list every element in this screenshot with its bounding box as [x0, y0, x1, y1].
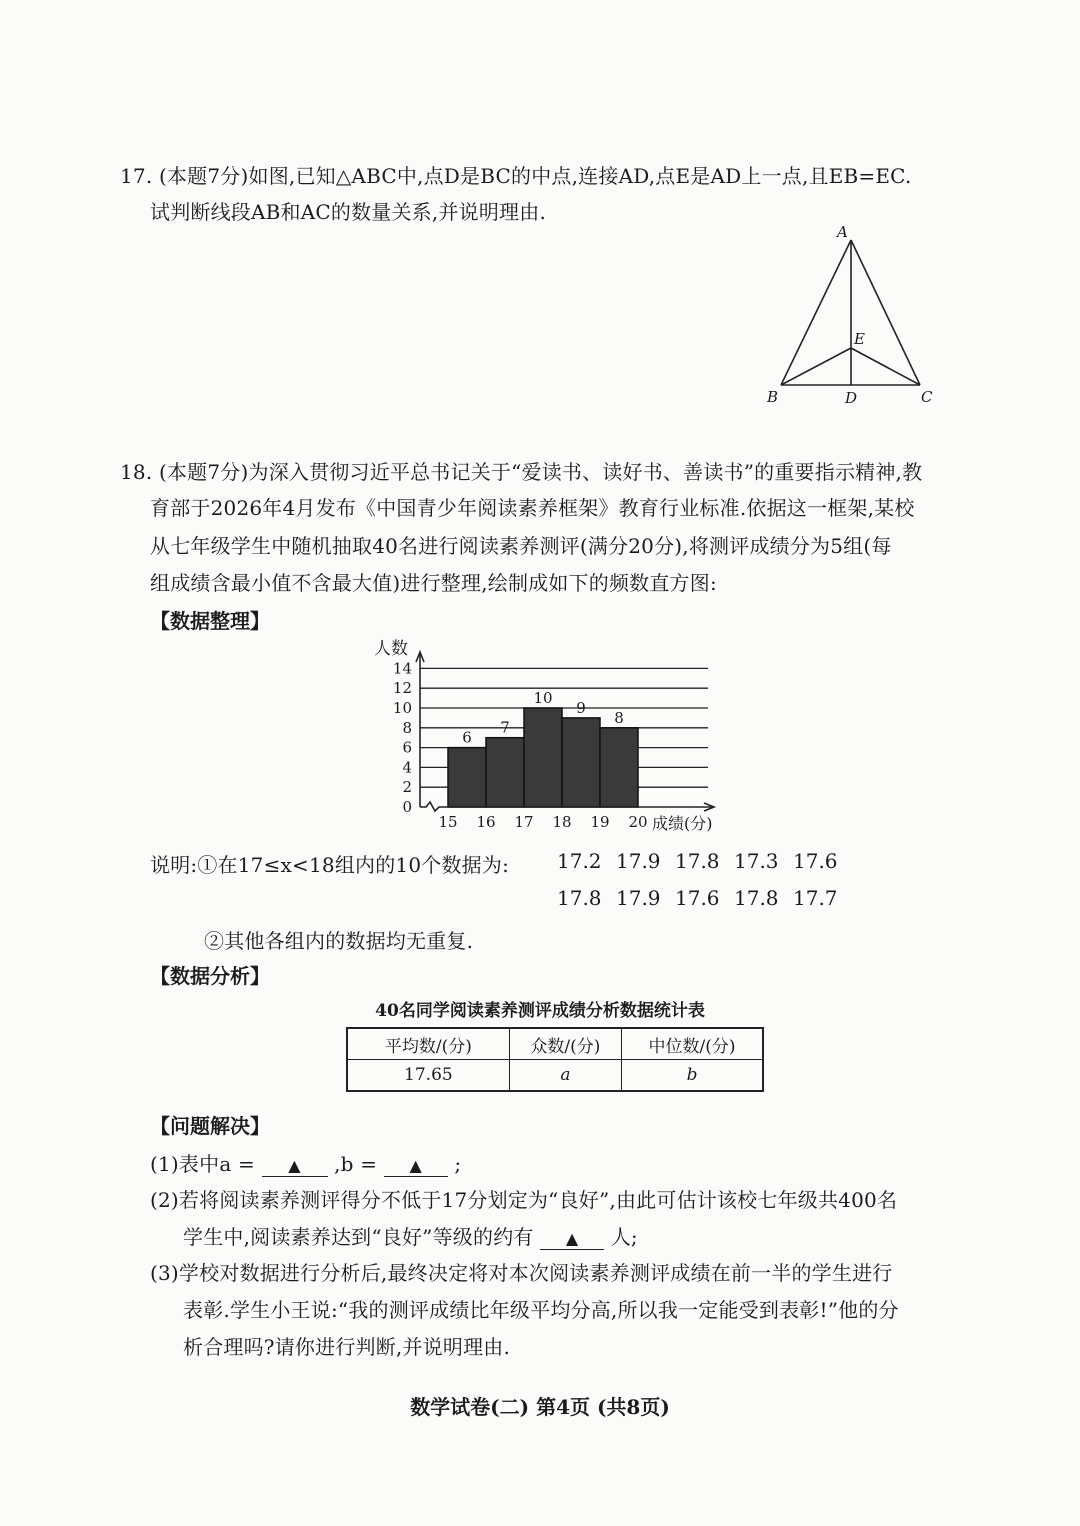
y-axis-label: 人数	[374, 639, 408, 659]
q17-line-2: 试判断线段AB和AC的数量关系,并说明理由.	[150, 200, 547, 224]
segment-ac	[851, 240, 920, 385]
y-tick-label: 12	[392, 679, 412, 698]
histogram-bar	[562, 718, 600, 807]
table-cell-mean: 17.65	[347, 1060, 509, 1092]
table-row	[347, 1060, 763, 1092]
data-value: 17.3	[734, 849, 779, 873]
data-value: 17.2	[557, 849, 602, 873]
section-problem-solve: 【问题解决】	[150, 1114, 270, 1138]
data-value: 17.9	[616, 849, 661, 873]
q18-line-4: 组成绩含最小值不含最大值)进行整理,绘制成如下的频数直方图:	[150, 571, 717, 595]
x-axis-label: 成绩(分)	[652, 814, 713, 833]
note-2: ②其他各组内的数据均无重复.	[204, 929, 474, 953]
table-header-median: 中位数/(分)	[622, 1028, 763, 1060]
histogram-bar	[600, 728, 638, 807]
y-tick-label: 2	[402, 778, 412, 797]
part-3-line-1: (3)学校对数据进行分析后,最终决定将对本次阅读素养测评成绩在前一半的学生进行	[150, 1261, 893, 1285]
y-tick-label: 14	[392, 659, 412, 678]
data-value: 17.8	[675, 849, 720, 873]
bar-value-label: 8	[614, 708, 624, 727]
table-header-mode: 众数/(分)	[509, 1028, 621, 1060]
table-header-mean: 平均数/(分)	[347, 1028, 509, 1060]
bar-value-label: 6	[462, 728, 472, 747]
histogram-bar	[448, 748, 486, 807]
q18-line-1: 18. (本题7分)为深入贯彻习近平总书记关于“爱读书、读好书、善读书”的重要指示精神,教	[120, 460, 923, 484]
table-cell-median: b	[622, 1060, 763, 1092]
label-a: A	[837, 223, 848, 241]
page-footer: 数学试卷(二) 第4页 (共8页)	[410, 1395, 670, 1419]
part-1	[150, 1148, 461, 1177]
bar-value-label: 7	[500, 718, 510, 737]
y-tick-label: 6	[402, 738, 412, 757]
part-2-text: 学生中,阅读素养达到“良好”等级的约有	[183, 1225, 534, 1249]
frequency-histogram	[360, 632, 740, 837]
part-2-line-1: (2)若将阅读素养测评得分不低于17分划定为“良好”,由此可估计该校七年级共400名	[150, 1188, 898, 1212]
answer-blank-b[interactable]: ▲	[384, 1156, 448, 1177]
part-2-line-2	[183, 1221, 638, 1250]
label-b: B	[767, 388, 779, 406]
part-3-line-3: 析合理吗?请你进行判断,并说明理由.	[183, 1335, 511, 1359]
x-tick-label: 17	[514, 813, 534, 831]
answer-blank-count[interactable]: ▲	[540, 1229, 604, 1250]
x-tick-label: 18	[552, 813, 572, 831]
table-header-row	[347, 1028, 763, 1060]
y-tick-label: 10	[392, 699, 412, 717]
data-value: 17.8	[734, 886, 779, 910]
data-value: 17.7	[793, 886, 838, 910]
section-data-organize: 【数据整理】	[150, 609, 270, 633]
q18-line-2: 育部于2026年4月发布《中国青少年阅读素养框架》教育行业标准.依据这一框架,某校	[150, 496, 915, 520]
y-tick-label: 8	[402, 718, 412, 737]
stats-table	[346, 1027, 764, 1092]
q18-line-3: 从七年级学生中随机抽取40名进行阅读素养测评(满分20分),将测评成绩分为5组(每	[150, 534, 892, 558]
data-value: 17.6	[793, 849, 838, 873]
bar-value-label: 9	[576, 698, 586, 717]
table-cell-mode: a	[509, 1060, 621, 1092]
data-value: 17.6	[675, 886, 720, 910]
bar-value-label: 10	[533, 689, 553, 707]
segment-eb	[781, 348, 851, 385]
segment-ec	[851, 348, 920, 385]
histogram-bar	[524, 708, 562, 807]
part-1-a-label: (1)表中a =	[150, 1152, 255, 1176]
data-value: 17.8	[557, 886, 602, 910]
x-tick-label: 15	[438, 813, 458, 831]
histogram-bar	[486, 738, 524, 807]
x-tick-label: 16	[476, 813, 496, 831]
table-title: 40名同学阅读素养测评成绩分析数据统计表	[375, 1001, 705, 1021]
note-1-prefix: 说明:①在17≤x<18组内的10个数据为:	[150, 853, 510, 877]
section-data-analysis: 【数据分析】	[150, 964, 270, 988]
part-2-unit: 人;	[610, 1225, 638, 1249]
data-value: 17.9	[616, 886, 661, 910]
part-1-b-label: ,b =	[334, 1152, 378, 1176]
label-d: D	[845, 389, 858, 407]
y-tick-label: 4	[402, 758, 412, 777]
segment-ab	[781, 240, 851, 385]
triangle-figure	[755, 220, 955, 410]
y-tick-label: 0	[402, 798, 412, 816]
part-3-line-2: 表彰.学生小王说:“我的测评成绩比年级平均分高,所以我一定能受到表彰!”他的分	[183, 1298, 899, 1322]
label-e: E	[854, 330, 865, 348]
answer-blank-a[interactable]: ▲	[262, 1156, 328, 1177]
x-tick-label: 19	[590, 813, 610, 831]
x-tick-label: 20	[628, 813, 648, 831]
q17-line-1: 17. (本题7分)如图,已知△ABC中,点D是BC的中点,连接AD,点E是AD上一点,且EB=EC.	[120, 164, 912, 188]
part-1-end: ;	[454, 1152, 462, 1176]
label-c: C	[921, 388, 933, 406]
